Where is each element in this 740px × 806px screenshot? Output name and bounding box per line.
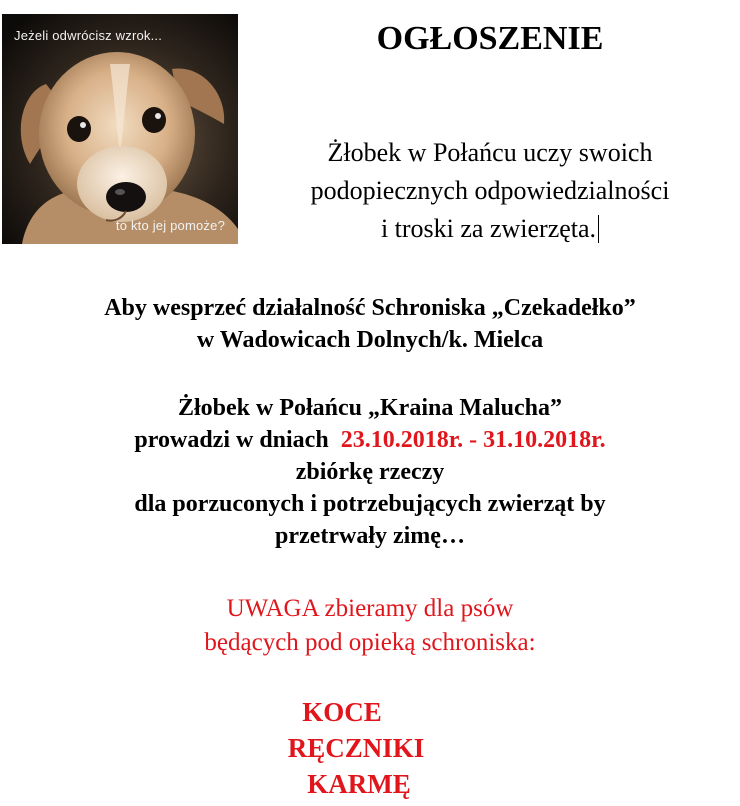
photo-caption-bottom: to kto jej pomoże? <box>115 218 225 233</box>
notice-line: będących pod opieką schroniska: <box>204 629 536 656</box>
text-cursor <box>598 215 599 243</box>
items-list <box>0 694 740 802</box>
list-item: RĘCZNIKI <box>287 733 425 763</box>
intro-line: podopiecznych odpowiedzialności <box>310 176 670 205</box>
puppy-illustration <box>2 14 238 244</box>
intro-paragraph <box>270 134 710 248</box>
collection-line: dla porzuconych i potrzebujących zwierząt by <box>134 491 606 517</box>
collection-paragraph <box>0 392 740 552</box>
collection-line: przetrwały zimę… <box>275 523 465 549</box>
purpose-paragraph <box>0 292 740 356</box>
collection-dates-line <box>0 424 740 456</box>
notice-paragraph <box>0 592 740 660</box>
page-title: OGŁOSZENIE <box>376 20 604 57</box>
intro-line: Żłobek w Połańcu uczy swoich <box>327 138 653 167</box>
notice-line: UWAGA zbieramy dla psów <box>226 595 514 622</box>
collection-line: Żłobek w Połańcu „Kraina Malucha” <box>177 395 563 421</box>
collection-dates: 23.10.2018r. - 31.10.2018r. <box>340 427 606 453</box>
purpose-line: Aby wesprzeć działalność Schroniska „Czekadełko” <box>104 295 636 321</box>
photo-caption-top: Jeżeli odwrócisz wzrok... <box>14 28 163 43</box>
puppy-photo <box>2 14 238 244</box>
intro-line-last <box>270 210 710 248</box>
collection-line: zbiórkę rzeczy <box>295 459 445 485</box>
intro-text: i troski za zwierzęta. <box>380 214 597 243</box>
collection-prefix: prowadzi w dniach <box>134 427 329 453</box>
purpose-line: w Wadowicach Dolnych/k. Mielca <box>196 327 544 353</box>
list-item: KARMĘ <box>307 769 411 799</box>
list-item: KOCE <box>302 697 382 727</box>
